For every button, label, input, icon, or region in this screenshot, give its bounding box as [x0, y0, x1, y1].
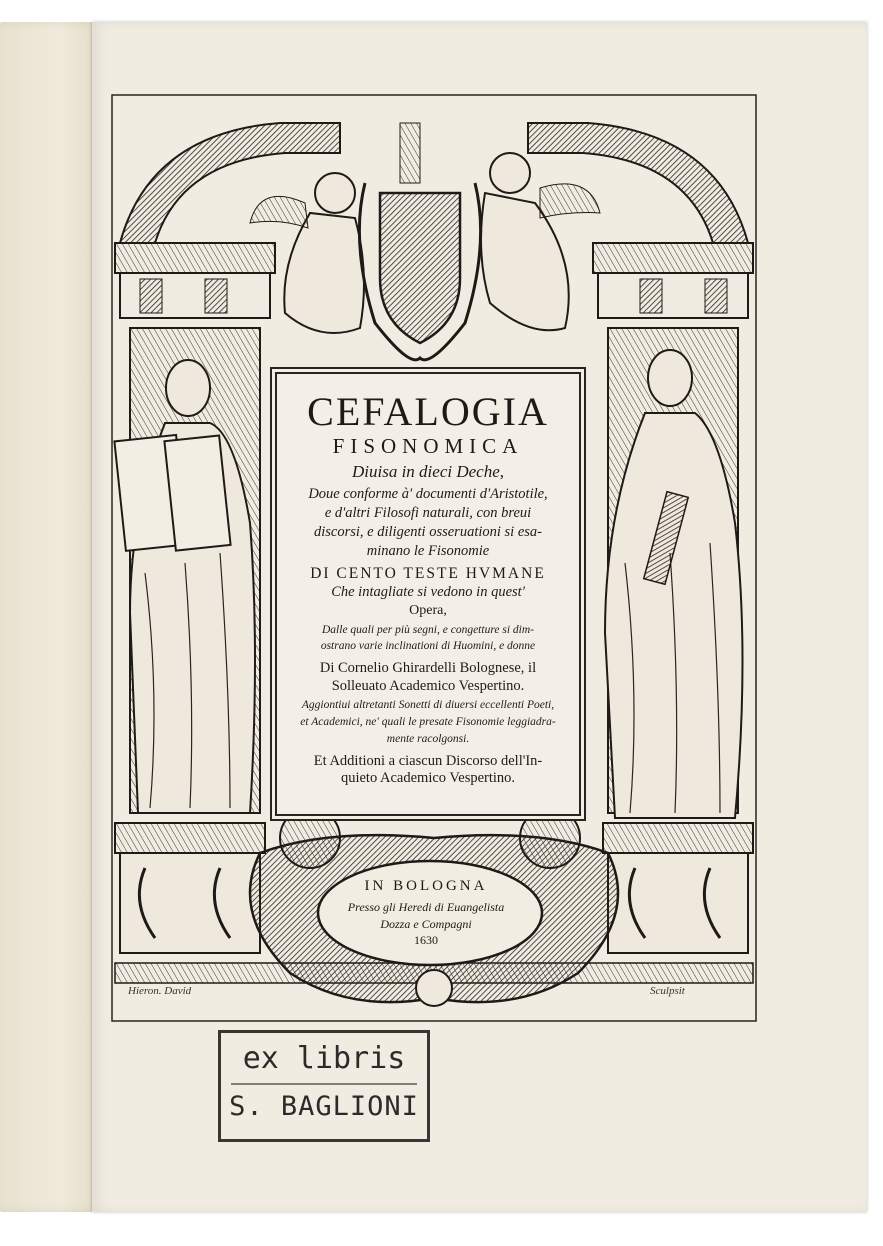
sonnets-line: mente racolgonsi.	[386, 733, 470, 745]
facing-blank-leaf	[0, 22, 100, 1212]
description-line: ostrano varie inclinationi di Huomini, e donne	[320, 640, 536, 652]
division-line: Diuisa in dieci Deche,	[351, 462, 504, 481]
author-line: Di Cornelio Ghirardelli Bolognese, il	[319, 660, 537, 676]
description-line: Doue conforme à' documenti d'Aristotile,	[308, 486, 548, 502]
imprint-place: IN BOLOGNA	[364, 878, 488, 894]
description-line: discorsi, e diligenti osseruationi si esa-	[314, 524, 542, 540]
description-line: Opera,	[409, 603, 447, 618]
imprint-year: 1630	[414, 933, 438, 947]
title-line: CEFALOGIA	[307, 389, 549, 434]
description-line: Dalle quali per più segni, e congetture si dim-	[322, 624, 534, 636]
description-line: Che intagliate si vedono in quest'	[331, 584, 525, 600]
cherub-icon	[481, 153, 600, 330]
author-line: Solleuato Academico Vespertino.	[331, 678, 525, 694]
imprint-printer: Dozza e Compagni	[380, 917, 472, 931]
stamp-line: ex libris	[242, 1041, 406, 1076]
stamp-owner: S. BAGLIONI	[229, 1091, 419, 1122]
imprint-printer: Presso gli Heredi di Euangelista	[347, 900, 505, 914]
heads-line: DI CENTO TESTE HVMANE	[310, 565, 546, 582]
title-panel	[275, 372, 581, 816]
sonnets-line: Aggiontiui altretanti Sonetti di diuersi eccellenti Poeti,	[301, 699, 555, 711]
sculpsit-signature: Sculpsit	[650, 985, 685, 997]
additions-line: quieto Academico Vespertino.	[340, 770, 516, 786]
engraver-signature: Hieron. David	[128, 985, 192, 997]
subtitle-line: FISONOMICA	[332, 434, 524, 458]
sonnets-line: et Academici, ne' quali le presate Fisonomie leggiadra-	[300, 716, 556, 728]
stamp-divider	[231, 1083, 417, 1085]
coat-of-arms-icon	[359, 123, 480, 360]
ex-libris-stamp	[218, 1030, 430, 1142]
description-line: e d'altri Filosofi naturali, con breui	[324, 505, 532, 521]
imprint-cartouche	[322, 870, 530, 960]
description-line: minano le Fisonomie	[366, 543, 490, 559]
additions-line: Et Additioni a ciascun Discorso dell'In-	[313, 753, 543, 769]
